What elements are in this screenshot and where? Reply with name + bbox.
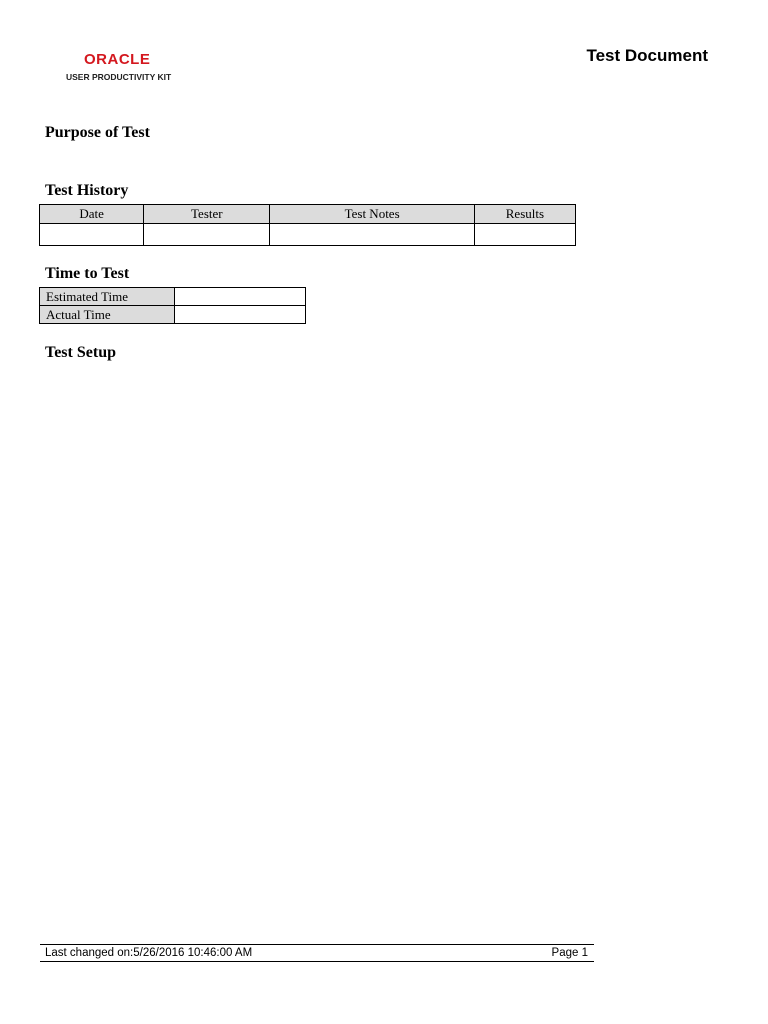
table-row xyxy=(40,224,576,246)
logo-brand-text: ORACLE xyxy=(84,51,151,68)
date-cell xyxy=(40,224,144,246)
test-history-heading: Test History xyxy=(45,182,129,199)
test-history-table xyxy=(39,204,576,246)
actual-time-label: Actual Time xyxy=(40,306,175,324)
table-row xyxy=(40,288,306,306)
column-header-test-notes: Test Notes xyxy=(270,205,474,224)
page-footer xyxy=(40,944,594,962)
estimated-time-label: Estimated Time xyxy=(40,288,175,306)
page-number: Page 1 xyxy=(551,947,588,959)
column-header-results: Results xyxy=(474,205,575,224)
estimated-time-value xyxy=(175,288,306,306)
time-to-test-table xyxy=(39,287,306,324)
purpose-of-test-heading: Purpose of Test xyxy=(45,124,150,141)
test-notes-cell xyxy=(270,224,474,246)
table-row xyxy=(40,306,306,324)
tester-cell xyxy=(144,224,270,246)
logo-product-text: USER PRODUCTIVITY KIT xyxy=(66,72,172,82)
last-changed-text: Last changed on:5/26/2016 10:46:00 AM xyxy=(45,947,253,959)
document-title: Test Document xyxy=(586,46,708,65)
table-header-row xyxy=(40,205,576,224)
column-header-tester: Tester xyxy=(144,205,270,224)
test-setup-heading: Test Setup xyxy=(45,344,116,361)
actual-time-value xyxy=(175,306,306,324)
column-header-date: Date xyxy=(40,205,144,224)
oracle-upk-logo xyxy=(66,52,196,82)
time-to-test-heading: Time to Test xyxy=(45,265,130,282)
results-cell xyxy=(474,224,575,246)
